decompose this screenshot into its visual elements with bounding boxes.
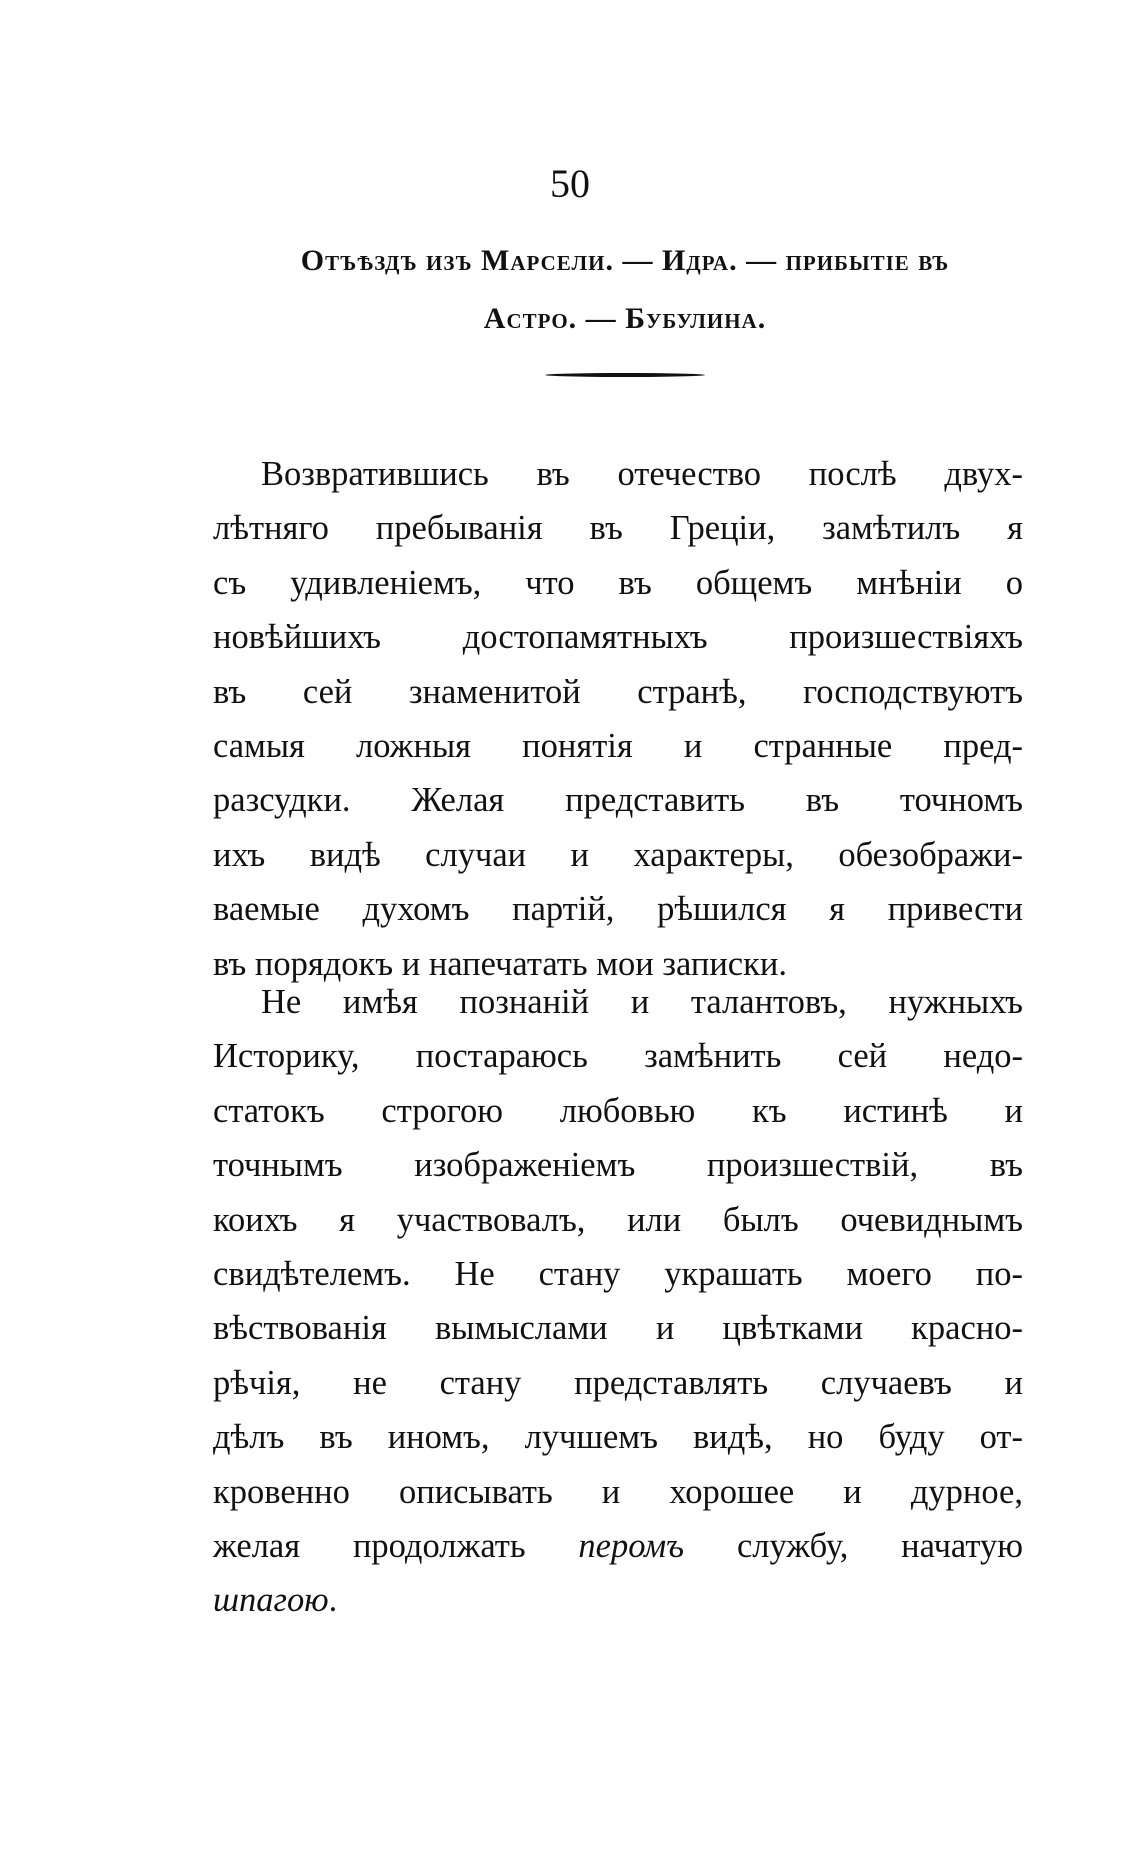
text-line	[213, 1573, 1023, 1627]
italic-word: шпагою	[213, 1581, 329, 1620]
text-line: статокъ строгою любовью къ истинѣ и	[213, 1091, 1023, 1130]
text-line: вѣствованія вымыслами и цвѣтками красно-	[213, 1309, 1023, 1348]
text-line: точнымъ изображеніемъ произшествій, въ	[213, 1146, 1023, 1185]
text-line	[213, 1519, 1023, 1573]
text-line: разсудки. Желая представить въ точномъ	[213, 781, 1023, 820]
text-line: Историку, постараюсь замѣнить сей недо-	[213, 1037, 1023, 1076]
text-line: свидѣтелемъ. Не стану украшать моего по-	[213, 1255, 1023, 1294]
text-line: дѣлъ въ иномъ, лучшемъ видѣ, но буду от-	[213, 1418, 1023, 1457]
text-segment: желая продолжать	[213, 1527, 579, 1566]
text-line: ихъ видѣ случаи и характеры, обезображи-	[213, 835, 1023, 874]
text-line: кровенно описывать и хорошее и дурное,	[213, 1472, 1023, 1511]
text-line: въ сей знаменитой странѣ, господствуютъ	[213, 672, 1023, 711]
text-line: рѣчія, не стану представлять случаевъ и	[213, 1363, 1023, 1402]
text-line: Возвратившись въ отечество послѣ двух-	[261, 455, 1023, 493]
page-number: 50	[550, 161, 590, 206]
text-line: съ удивленіемъ, что въ общемъ мнѣніи о	[213, 563, 1023, 602]
decorative-rule	[545, 373, 705, 377]
text-line: Не имѣя познаній и талантовъ, нужныхъ	[261, 983, 1023, 1021]
text-line: самыя ложныя понятія и странные пред-	[213, 727, 1023, 766]
text-line: коихъ я участвовалъ, или былъ очевиднымъ	[213, 1200, 1023, 1239]
paragraph-2	[213, 975, 1023, 1628]
chapter-heading	[215, 232, 1035, 348]
text-segment: службу, начатую	[684, 1527, 1023, 1566]
text-line: ваемые духомъ партій, рѣшился я привести	[213, 890, 1023, 929]
italic-word: перомъ	[578, 1527, 685, 1566]
heading-line: Астро. — Бубулина.	[483, 302, 767, 335]
text-line: новѣйшихъ достопамятныхъ произшествіяхъ	[213, 618, 1023, 657]
heading-line: Отъѣздъ изъ Марсели. — Идра. — прибытіе въ	[300, 244, 950, 277]
text-segment: .	[328, 1581, 338, 1620]
paragraph-1	[213, 447, 1023, 991]
text-line: лѣтняго пребыванія въ Греціи, замѣтилъ я	[213, 509, 1023, 548]
text-line: въ порядокъ и напечатать мои записки.	[213, 944, 787, 983]
